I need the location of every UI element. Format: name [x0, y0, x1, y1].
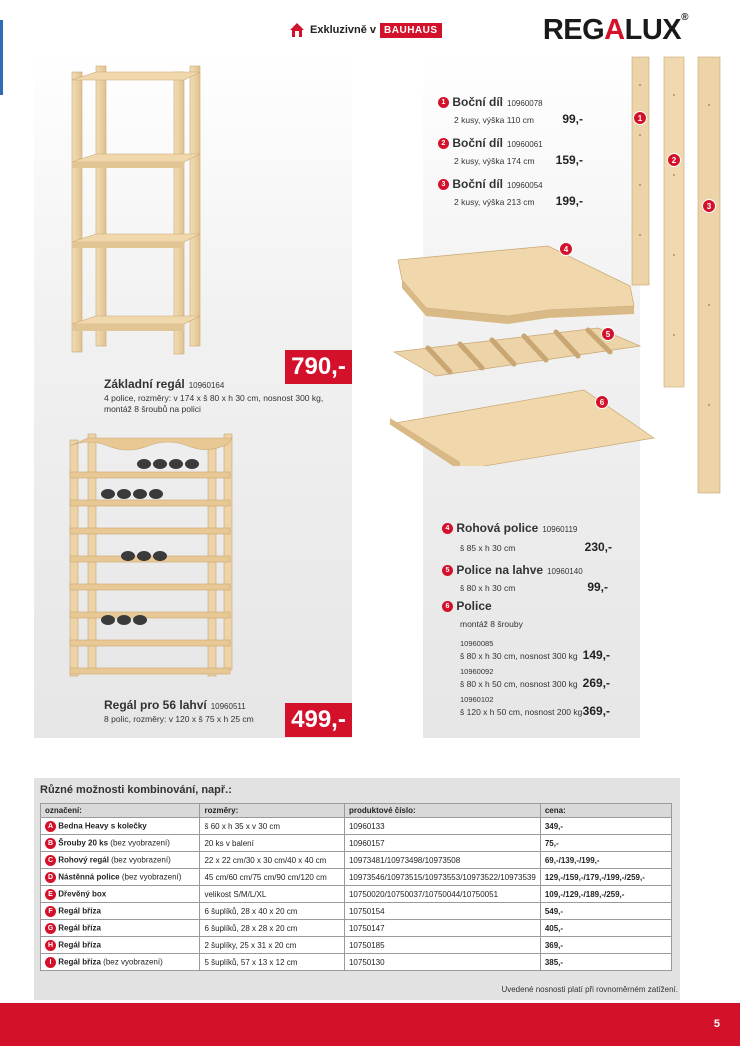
letter-badge: C: [45, 855, 56, 866]
badge-6: 6: [599, 398, 605, 407]
number-badge: 5: [442, 565, 453, 576]
number-badge: 3: [438, 179, 449, 190]
col-header: cena:: [540, 804, 671, 818]
footer-bar: [0, 1003, 740, 1046]
table-row: E Dřevěný box velikost S/M/L/XL 10750020/10750037/10750044/10750051 109,-/129,-/189,-/259,-: [41, 886, 672, 903]
table-row: C Rohový regál (bez vyobrazení) 22 x 22 cm/30 x 30 cm/40 x 40 cm 10973481/10973498/10973508 69,-/139,-/199,-: [41, 852, 672, 869]
shelves-image: [388, 236, 660, 466]
table-row: H Regál bříza 2 šuplíky, 25 x 31 x 20 cm 10750185 369,-: [41, 937, 672, 954]
wine-rack-desc: 8 polic, rozměry: v 120 x š 75 x h 25 cm: [104, 714, 254, 724]
letter-badge: A: [45, 821, 56, 832]
shelf: 6 Police montáž 8 šrouby 10960085 š 80 x h 30 cm, nosnost 300 kg 149,- 10960092 š 80 x h 50 cm, nosnost 300 kg 269,- 10960102 š 120 x h 50 cm, nosnost 200 kg 369,-: [442, 599, 610, 718]
wine-rack-image: [68, 432, 236, 678]
bottle-shelf: 5 Police na lahve 10960140 š 80 x h 30 cm 99,-: [442, 563, 608, 594]
edge-marker: [0, 20, 3, 95]
wine-rack-title: Regál pro 56 lahví 10960511: [104, 698, 246, 712]
badge-2: 2: [671, 156, 677, 165]
regalux-logo: REGALUX®: [542, 12, 688, 46]
wine-rack-price: 499,-: [285, 703, 352, 737]
shelf-variant: 10960102 š 120 x h 50 cm, nosnost 200 kg 369,-: [460, 695, 610, 718]
basic-shelf-desc: 4 police, rozměry: v 174 x š 80 x h 30 cm, nosnost 300 kg, montáž 8 šroubů na polici: [104, 393, 324, 414]
side-part-2: 2 Boční díl 10960061 2 kusy, výška 174 cm 159,-: [438, 136, 583, 167]
table-title: Různé možnosti kombinování, např.:: [40, 784, 232, 796]
bauhaus-house-icon: [288, 21, 306, 39]
basic-shelf-title: Základní regál 10960164: [104, 377, 225, 391]
table-row: A Bedna Heavy s kolečky š 60 x h 35 x v 30 cm 10960133 349,-: [41, 818, 672, 835]
letter-badge: H: [45, 940, 56, 951]
exclusive-label: Exkluzivně v: [310, 24, 377, 36]
table-row: F Regál bříza 6 šuplíků, 28 x 40 x 20 cm 10750154 549,-: [41, 903, 672, 920]
badge-1: 1: [637, 114, 643, 123]
shelf-variant: 10960092 š 80 x h 50 cm, nosnost 300 kg 269,-: [460, 667, 610, 690]
page-number: 5: [713, 1018, 720, 1030]
shelf-variant: 10960085 š 80 x h 30 cm, nosnost 300 kg 149,-: [460, 639, 610, 662]
side-part-3: 3 Boční díl 10960054 2 kusy, výška 213 cm 199,-: [438, 177, 583, 208]
letter-badge: E: [45, 889, 56, 900]
letter-badge: D: [45, 872, 56, 883]
letter-badge: I: [45, 957, 56, 968]
number-badge: 1: [438, 97, 449, 108]
table-row: G Regál bříza 6 šuplíků, 28 x 28 x 20 cm 10750147 405,-: [41, 920, 672, 937]
col-header: produktové číslo:: [344, 804, 540, 818]
table-row: D Nástěnná police (bez vyobrazení) 45 cm/60 cm/75 cm/90 cm/120 cm 10973546/10973515/10973553/10973522/10973539 129,-/159,-/179,-/199,-/259,-: [41, 869, 672, 886]
number-badge: 6: [442, 601, 453, 612]
col-header: označení:: [41, 804, 200, 818]
letter-badge: G: [45, 923, 56, 934]
basic-shelf-price: 790,-: [285, 350, 352, 384]
letter-badge: B: [45, 838, 56, 849]
table-header-row: [41, 804, 672, 818]
footnote: Uvedené nosnosti platí při rovnoměrném zatížení.: [501, 985, 678, 994]
number-badge: 4: [442, 523, 453, 534]
basic-shelf-image: [66, 62, 206, 362]
badge-5: 5: [605, 330, 611, 339]
table-row: I Regál bříza (bez vyobrazení) 5 šuplíků, 57 x 13 x 12 cm 10750130 385,-: [41, 954, 672, 971]
table-row: B Šrouby 20 ks (bez vyobrazení) 20 ks v balení 10960157 75,-: [41, 835, 672, 852]
corner-shelf: 4 Rohová police 10960119 š 85 x h 30 cm 230,-: [442, 521, 612, 554]
col-header: rozměry:: [200, 804, 345, 818]
exclusive-badge: [288, 20, 442, 40]
side-part-1: 1 Boční díl 10960078 2 kusy, výška 110 cm 99,-: [438, 95, 583, 126]
number-badge: 2: [438, 138, 449, 149]
letter-badge: F: [45, 906, 56, 917]
combinations-table: [40, 803, 672, 971]
badge-4: 4: [563, 245, 569, 254]
badge-3: 3: [706, 202, 712, 211]
retailer-logo: BAUHAUS: [380, 23, 442, 38]
